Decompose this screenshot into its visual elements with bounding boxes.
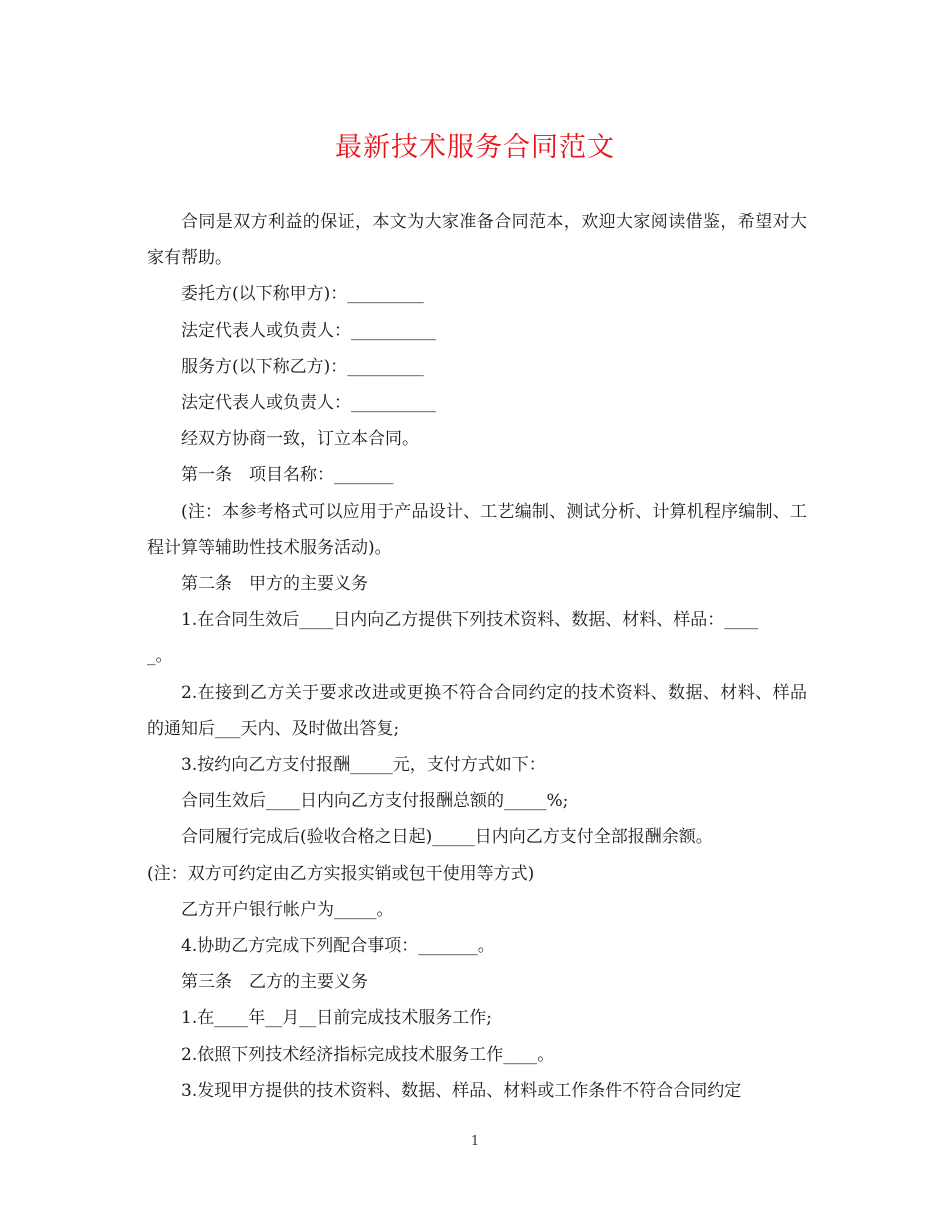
payment-line-2: 合同履行完成后(验收合格之日起)_____日内向乙方支付全部报酬余额。 — [181, 827, 713, 848]
article-1-note: (注：本参考格式可以应用于产品设计、工艺编制、测试分析、计算机程序编制、工程计算等辅助性技术服务活动)。 — [147, 501, 807, 558]
party-b-representative-line: 法定代表人或负责人：__________ — [181, 393, 436, 414]
party-a-line: 委托方(以下称甲方)：_________ — [181, 284, 424, 305]
agreement-line: 经双方协商一致，订立本合同。 — [181, 429, 419, 450]
article-3-item-1: 1.在____年__月__日前完成技术服务工作; — [181, 1008, 492, 1029]
article-3-item-3: 3.发现甲方提供的技术资料、数据、样品、材料或工作条件不符合合同约定 — [181, 1080, 742, 1101]
article-1-heading: 第一条 项目名称：_______ — [181, 465, 394, 486]
article-2-item-3: 3.按约向乙方支付报酬_____元，支付方式如下： — [181, 755, 546, 776]
article-2-item-2: 2.在接到乙方关于要求改进或更换不符合合同约定的技术资料、数据、材料、样品的通知后___天内、及时做出答复; — [147, 682, 807, 739]
document-body — [147, 204, 807, 1109]
payment-note: (注：双方可约定由乙方实报实销或包干使用等方式) — [147, 863, 535, 884]
article-3-item-2: 2.依照下列技术经济指标完成技术服务工作____。 — [181, 1044, 555, 1065]
article-2-item-1: 1.在合同生效后____日内向乙方提供下列技术资料、数据、材料、样品：_____。 — [147, 610, 759, 667]
article-3-heading: 第三条 乙方的主要义务 — [181, 972, 368, 993]
party-b-line: 服务方(以下称乙方)：_________ — [181, 356, 424, 377]
article-2-heading: 第二条 甲方的主要义务 — [181, 574, 368, 595]
party-a-representative-line: 法定代表人或负责人：__________ — [181, 320, 436, 341]
document-title: 最新技术服务合同范文 — [335, 132, 615, 163]
bank-account-line: 乙方开户银行帐户为_____。 — [181, 899, 394, 920]
payment-line-1: 合同生效后____日内向乙方支付报酬总额的_____%; — [181, 791, 569, 812]
page-number: 1 — [470, 1134, 480, 1149]
article-2-item-4: 4.协助乙方完成下列配合事项：_______。 — [181, 936, 495, 957]
intro-paragraph: 合同是双方利益的保证，本文为大家准备合同范本，欢迎大家阅读借鉴，希望对大家有帮助。 — [147, 212, 807, 269]
